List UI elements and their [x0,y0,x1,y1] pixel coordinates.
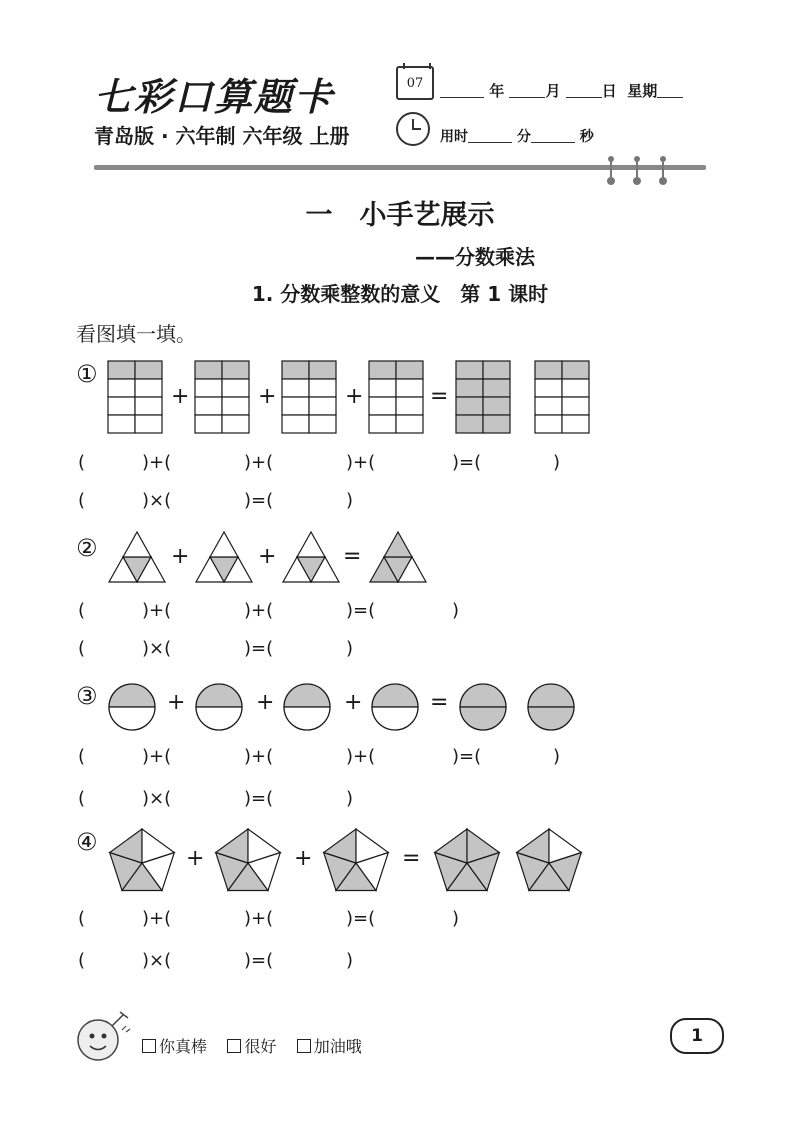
answer-line-addition: ( )+( )+( )+( )=( ) [78,452,561,473]
grid-cell [222,379,249,397]
unit-title: 一 小手艺展示 [305,200,495,231]
grid-cell [562,379,589,397]
grid-cell [309,415,336,433]
rating-option-great[interactable]: 你真棒 [142,1037,207,1056]
grid-cell [369,361,396,379]
grid-cell [369,415,396,433]
circle-figure [526,682,576,736]
plus-operator: + [344,690,363,715]
grid-cell [369,397,396,415]
pentagon-figure [106,826,178,898]
grid-figure [281,360,337,438]
grid-cell [309,379,336,397]
grid-cell [483,397,510,415]
equals-operator: = [430,384,449,409]
grid-cell [108,379,135,397]
grid-cell [135,415,162,433]
pentagon-figure [320,826,392,898]
circle-half [372,707,418,730]
binder-pin-icon [662,158,664,182]
triangle-part [123,532,151,557]
grid-cell [396,379,423,397]
circle-half [196,684,242,707]
equals-operator: = [343,544,362,569]
pentagon-figure [431,826,503,898]
circle-half [109,684,155,707]
grid-cell [483,415,510,433]
grid-cell [396,397,423,415]
grid-cell [195,379,222,397]
grid-cell [309,397,336,415]
answer-line-addition: ( )+( )+( )=( ) [78,908,460,929]
time-label: 用时 [440,129,468,145]
grid-cell [456,361,483,379]
grid-cell [222,361,249,379]
grid-cell [369,379,396,397]
grid-cell [535,361,562,379]
second-label: 秒 [579,129,594,145]
grid-cell [282,397,309,415]
checkbox[interactable] [142,1039,156,1053]
pentagon-figure [212,826,284,898]
answer-line-addition: ( )+( )+( )=( ) [78,600,460,621]
grid-figure [534,360,590,438]
circle-half [460,684,506,707]
grid-cell [222,397,249,415]
calendar-number: 07 [406,76,424,91]
grid-figure [194,360,250,438]
grid-cell [562,397,589,415]
grid-cell [195,415,222,433]
year-label: 年 [489,82,505,100]
date-fill-line [440,80,683,101]
clock-icon [396,112,430,146]
grid-figure [368,360,424,438]
plus-operator: + [167,690,186,715]
grid-cell [108,361,135,379]
circle-figure [282,682,332,736]
minute-label: 分 [516,129,531,145]
unit-subtitle: ——分数乘法 [415,245,535,269]
grid-cell [282,361,309,379]
lesson-title: 1. 分数乘整数的意义 第 1 课时 [251,282,549,306]
question-number: ④ [76,828,98,856]
triangle-part [297,532,325,557]
triangle-figure [107,530,167,588]
triangle-figure [281,530,341,588]
grid-cell [282,379,309,397]
binder-pin-icon [610,158,612,182]
edition-label: 青岛版 · 六年制 六年级 上册 [94,124,350,148]
mascot-icon [72,1008,134,1074]
circle-figure [194,682,244,736]
plus-operator: + [258,384,277,409]
plus-operator: + [345,384,364,409]
grid-cell [535,415,562,433]
grid-cell [483,379,510,397]
circle-figure [107,682,157,736]
grid-cell [562,415,589,433]
triangle-part [210,532,238,557]
equals-operator: = [402,846,421,871]
grid-cell [456,379,483,397]
plus-operator: + [171,384,190,409]
circle-half [109,707,155,730]
grid-cell [535,397,562,415]
plus-operator: + [294,846,313,871]
grid-cell [222,415,249,433]
triangle-part [384,532,412,557]
question-number: ② [76,534,98,562]
answer-line-multiplication: ( )×( )=( ) [78,490,354,511]
grid-cell [396,361,423,379]
rating-option-keep-going[interactable]: 加油哦 [297,1037,362,1056]
circle-half [528,707,574,730]
grid-figure [107,360,163,438]
grid-cell [135,397,162,415]
grid-cell [535,379,562,397]
month-label: 月 [545,82,561,100]
triangle-figure [194,530,254,588]
grid-figure [455,360,511,438]
circle-half [284,684,330,707]
grid-cell [195,397,222,415]
question-number: ① [76,360,98,388]
grid-cell [135,361,162,379]
weekday-label: 星期 [627,82,658,100]
header-divider [94,165,706,170]
grid-cell [562,361,589,379]
question-number: ③ [76,682,98,710]
circle-half [284,707,330,730]
brand-title: 七彩口算题卡 [94,74,335,119]
checkbox[interactable] [297,1039,311,1053]
answer-line-multiplication: ( )×( )=( ) [78,638,354,659]
grid-cell [135,379,162,397]
answer-line-addition: ( )+( )+( )+( )=( ) [78,746,561,767]
grid-cell [282,415,309,433]
grid-cell [456,397,483,415]
plus-operator: + [171,544,190,569]
rating-option-good[interactable]: 很好 [227,1037,276,1056]
pentagon-figure [513,826,585,898]
plus-operator: + [258,544,277,569]
triangle-figure [368,530,428,588]
circle-figure [370,682,420,736]
plus-operator: + [186,846,205,871]
equals-operator: = [430,690,449,715]
instruction: 看图填一填。 [76,322,196,346]
calendar-icon [396,66,434,100]
circle-half [372,684,418,707]
grid-cell [309,361,336,379]
grid-cell [195,361,222,379]
grid-cell [483,361,510,379]
grid-cell [456,415,483,433]
plus-operator: + [256,690,275,715]
time-fill-line [440,126,594,146]
grid-cell [396,415,423,433]
grid-cell [108,415,135,433]
circle-half [196,707,242,730]
answer-line-multiplication: ( )×( )=( ) [78,950,354,971]
circle-half [460,707,506,730]
self-rating [142,1034,362,1057]
page-number: 1 [670,1018,724,1054]
circle-figure [458,682,508,736]
grid-cell [108,397,135,415]
day-label: 日 [601,82,617,100]
circle-half [528,684,574,707]
checkbox[interactable] [227,1039,241,1053]
answer-line-multiplication: ( )×( )=( ) [78,788,354,809]
binder-pin-icon [636,158,638,182]
